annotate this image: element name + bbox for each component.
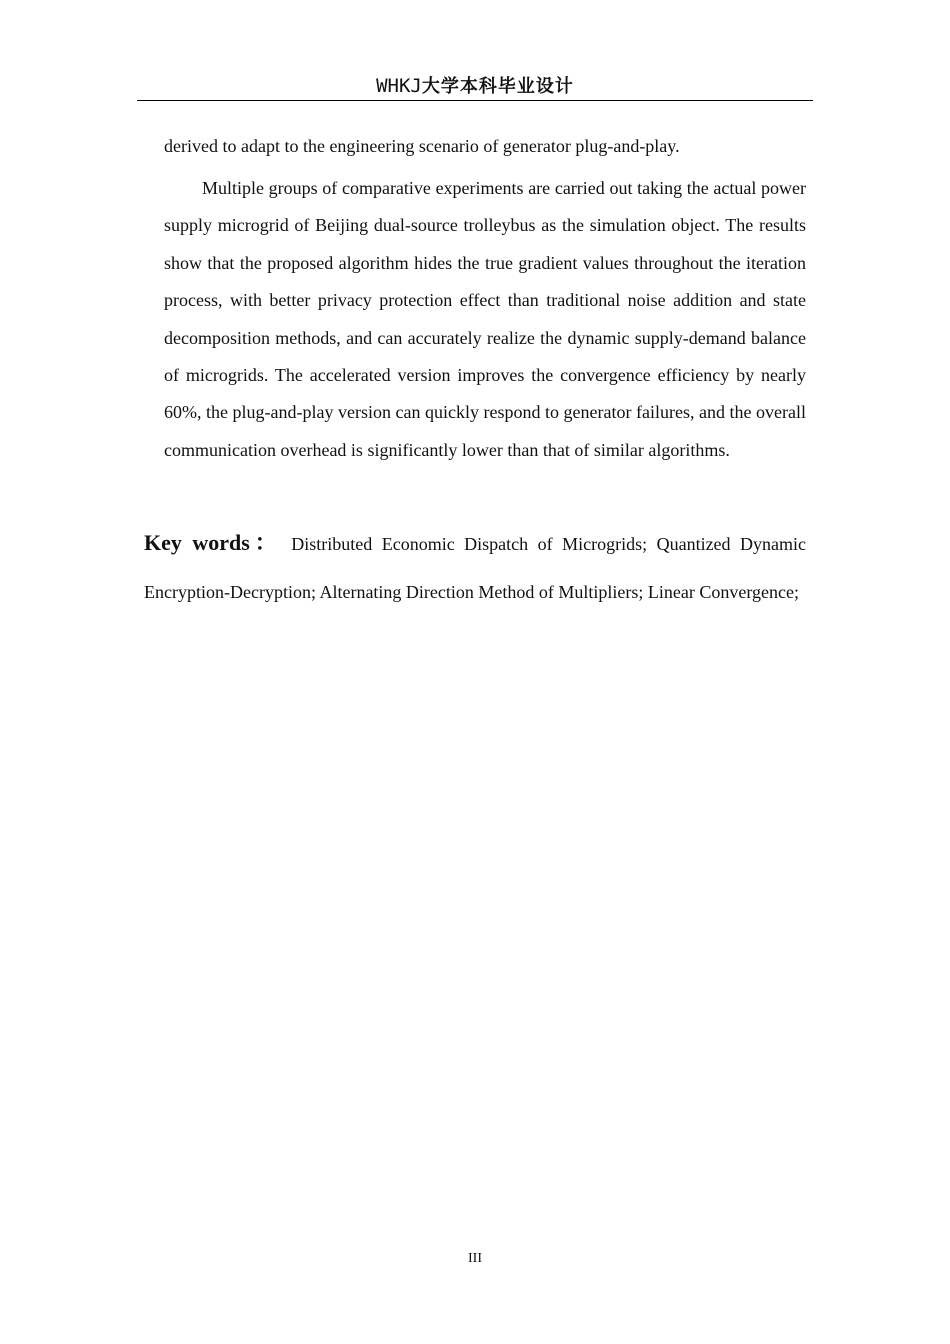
header-rule [137,100,813,101]
keywords-text-line1: Distributed Economic Dispatch of Microgrids; Quantized Dynamic [291,534,807,554]
keywords-label: Key words： [144,530,282,555]
header-document-type: 大学本科毕业设计 [421,76,574,97]
page-header [137,72,813,100]
header-institution-code: WHKJ [376,75,422,97]
keywords-block [144,524,806,612]
page-number: III [468,1251,482,1266]
body-paragraph: Multiple groups of comparative experiments are carried out taking the actual power supply microgrid of Beijing dual-source trolleybus as the simulation object. The results show that the proposed algorithm hides the true gradient values throughout the iteration process, with better privacy protection effect than traditional noise addition and state decomposition methods, and can accurately realize the dynamic supply-demand balance of microgrids. The accelerated version improves the convergence efficiency by nearly 60%, the plug-and-play version can quickly respond to generator failures, and the overall communication overhead is significantly lower than that of similar algorithms. [164,178,806,460]
keywords-first-line [144,524,806,563]
body-continuation-paragraph: derived to adapt to the engineering scenario of generator plug-and-play. [164,136,680,156]
keywords-text-rest: Encryption-Decryption; Alternating Direction Method of Multipliers; Linear Convergence; [144,582,799,603]
